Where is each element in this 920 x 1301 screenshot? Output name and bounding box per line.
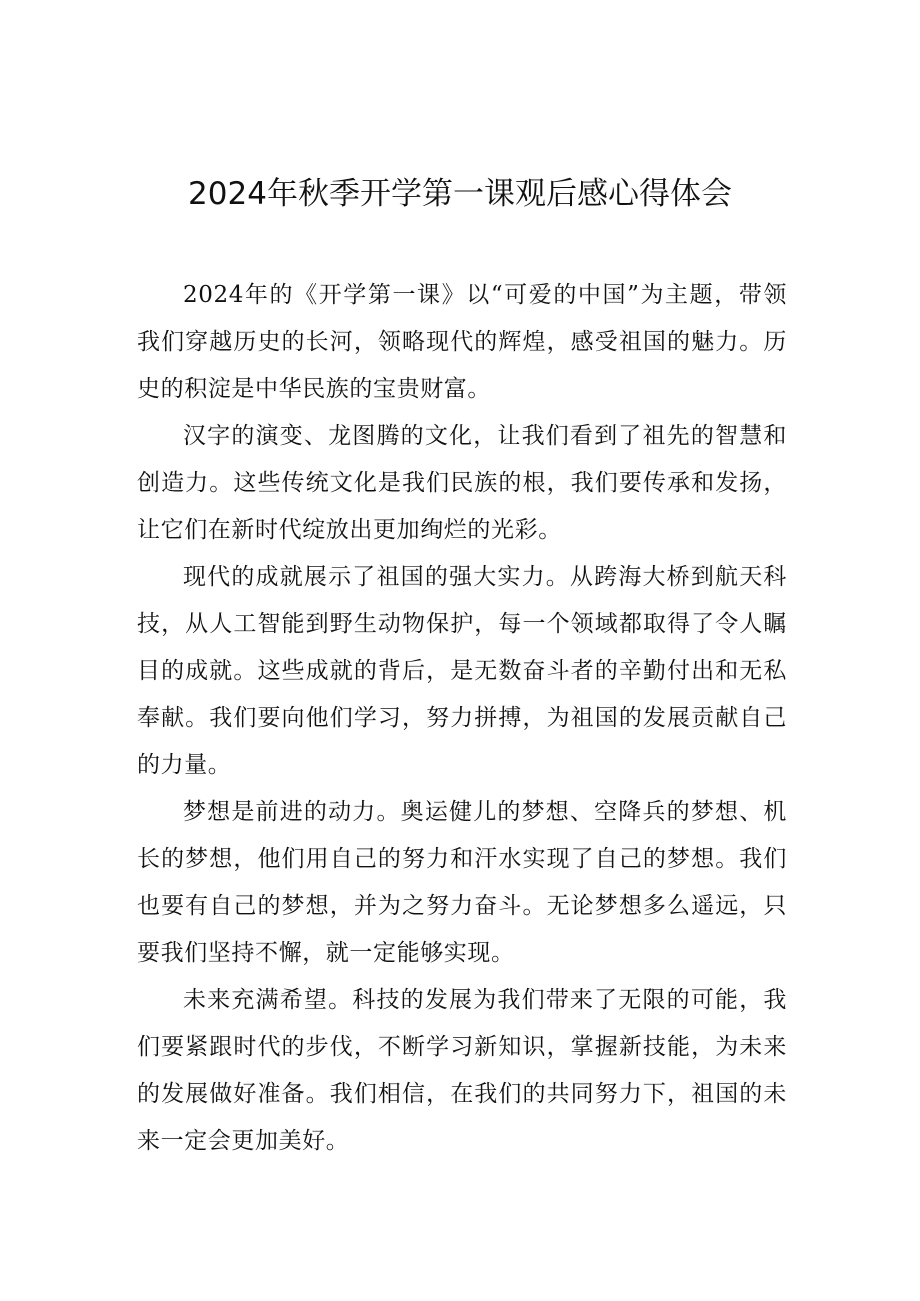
- document-title: 2024年秋季开学第一课观后感心得体会: [188, 176, 732, 212]
- paragraph-5: 未来充满希望。科技的发展为我们带来了无限的可能，我们要紧跟时代的步伐，不断学习新知识，掌握新技能，为未来的发展做好准备。我们相信，在我们的共同努力下，祖国的未来一定会更加美好。: [137, 987, 787, 1154]
- paragraph-2: 汉字的演变、龙图腾的文化，让我们看到了祖先的智慧和创造力。这些传统文化是我们民族的根，我们要传承和发扬，让它们在新时代绽放出更加绚烂的光彩。: [137, 423, 787, 543]
- paragraph-4: 梦想是前进的动力。奥运健儿的梦想、空降兵的梦想、机长的梦想，他们用自己的努力和汗水实现了自己的梦想。我们也要有自己的梦想，并为之努力奋斗。无论梦想多么遥远，只要我们坚持不懈，就一定能够实现。: [137, 799, 787, 966]
- paragraph-1: 2024年的《开学第一课》以“可爱的中国”为主题，带领我们穿越历史的长河，领略现代的辉煌，感受祖国的魅力。历史的积淀是中华民族的宝贵财富。: [137, 282, 787, 402]
- paragraph-3: 现代的成就展示了祖国的强大实力。从跨海大桥到航天科技，从人工智能到野生动物保护，每一个领域都取得了令人瞩目的成就。这些成就的背后，是无数奋斗者的辛勤付出和无私奉献。我们要向他们学习，努力拼搏，为祖国的发展贡献自己的力量。: [137, 564, 787, 778]
- document-body: [137, 272, 787, 1165]
